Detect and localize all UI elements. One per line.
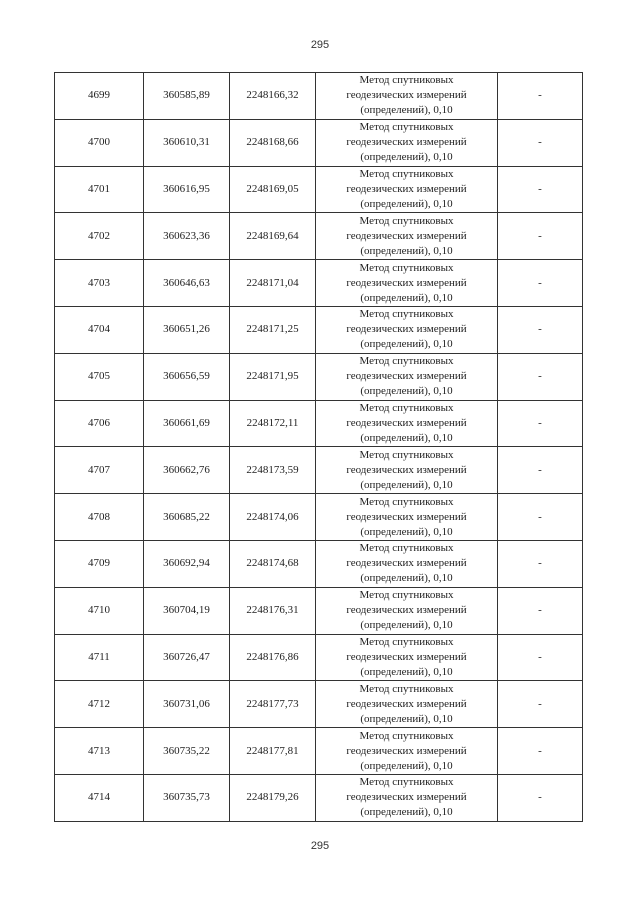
point-number-cell: 4704 <box>55 306 144 353</box>
method-line-3: (определений), 0,10 <box>360 338 453 351</box>
method-line-1: Метод спутниковых <box>359 261 454 274</box>
description-cell: - <box>498 540 583 587</box>
coordinates-table <box>54 72 583 822</box>
table-row <box>55 213 583 260</box>
y-coordinate-cell: 2248171,95 <box>230 353 316 400</box>
x-coordinate-cell: 360585,89 <box>144 73 230 120</box>
y-coordinate-cell: 2248174,06 <box>230 494 316 541</box>
method-line-1: Метод спутниковых <box>359 776 454 789</box>
y-coordinate-cell: 2248174,68 <box>230 540 316 587</box>
y-coordinate-cell: 2248166,32 <box>230 73 316 120</box>
table-row <box>55 400 583 447</box>
description-cell: - <box>498 728 583 775</box>
method-line-3: (определений), 0,10 <box>360 572 453 585</box>
x-coordinate-cell: 360646,63 <box>144 260 230 307</box>
method-line-2: геодезических измерений <box>346 182 467 195</box>
y-coordinate-cell: 2248171,25 <box>230 306 316 353</box>
method-cell <box>316 774 498 821</box>
description-cell: - <box>498 260 583 307</box>
table-row <box>55 634 583 681</box>
method-line-2: геодезических измерений <box>346 557 467 570</box>
y-coordinate-cell: 2248169,64 <box>230 213 316 260</box>
table-row <box>55 260 583 307</box>
point-number-cell: 4702 <box>55 213 144 260</box>
method-line-1: Метод спутниковых <box>359 635 454 648</box>
method-line-2: геодезических измерений <box>346 604 467 617</box>
coordinates-table-body <box>55 73 583 822</box>
method-line-3: (определений), 0,10 <box>360 619 453 632</box>
description-cell: - <box>498 119 583 166</box>
description-cell: - <box>498 166 583 213</box>
method-line-3: (определений), 0,10 <box>360 806 453 819</box>
method-cell <box>316 119 498 166</box>
method-cell <box>316 447 498 494</box>
x-coordinate-cell: 360661,69 <box>144 400 230 447</box>
x-coordinate-cell: 360685,22 <box>144 494 230 541</box>
method-line-3: (определений), 0,10 <box>360 525 453 538</box>
method-line-2: геодезических измерений <box>346 744 467 757</box>
description-cell: - <box>498 774 583 821</box>
x-coordinate-cell: 360610,31 <box>144 119 230 166</box>
point-number-cell: 4714 <box>55 774 144 821</box>
x-coordinate-cell: 360692,94 <box>144 540 230 587</box>
table-row <box>55 728 583 775</box>
x-coordinate-cell: 360735,73 <box>144 774 230 821</box>
method-line-1: Метод спутниковых <box>359 74 454 87</box>
y-coordinate-cell: 2248176,86 <box>230 634 316 681</box>
x-coordinate-cell: 360731,06 <box>144 681 230 728</box>
table-row <box>55 119 583 166</box>
x-coordinate-cell: 360662,76 <box>144 447 230 494</box>
table-row <box>55 494 583 541</box>
point-number-cell: 4710 <box>55 587 144 634</box>
method-cell <box>316 353 498 400</box>
y-coordinate-cell: 2248179,26 <box>230 774 316 821</box>
method-cell <box>316 260 498 307</box>
method-line-1: Метод спутниковых <box>359 214 454 227</box>
description-cell: - <box>498 494 583 541</box>
method-cell <box>316 587 498 634</box>
method-line-3: (определений), 0,10 <box>360 431 453 444</box>
method-line-1: Метод спутниковых <box>359 167 454 180</box>
method-cell <box>316 540 498 587</box>
table-row <box>55 587 583 634</box>
y-coordinate-cell: 2248172,11 <box>230 400 316 447</box>
description-cell: - <box>498 353 583 400</box>
x-coordinate-cell: 360735,22 <box>144 728 230 775</box>
description-cell: - <box>498 213 583 260</box>
x-coordinate-cell: 360623,36 <box>144 213 230 260</box>
description-cell: - <box>498 587 583 634</box>
point-number-cell: 4701 <box>55 166 144 213</box>
point-number-cell: 4707 <box>55 447 144 494</box>
method-line-2: геодезических измерений <box>346 697 467 710</box>
method-line-2: геодезических измерений <box>346 136 467 149</box>
method-cell <box>316 494 498 541</box>
method-line-1: Метод спутниковых <box>359 355 454 368</box>
description-cell: - <box>498 447 583 494</box>
description-cell: - <box>498 634 583 681</box>
y-coordinate-cell: 2248176,31 <box>230 587 316 634</box>
point-number-cell: 4703 <box>55 260 144 307</box>
method-line-2: геодезических измерений <box>346 370 467 383</box>
method-line-3: (определений), 0,10 <box>360 385 453 398</box>
page-number-bottom: 295 <box>310 840 330 852</box>
y-coordinate-cell: 2248171,04 <box>230 260 316 307</box>
method-line-3: (определений), 0,10 <box>360 665 453 678</box>
table-row <box>55 166 583 213</box>
method-cell <box>316 400 498 447</box>
method-line-3: (определений), 0,10 <box>360 197 453 210</box>
x-coordinate-cell: 360726,47 <box>144 634 230 681</box>
point-number-cell: 4705 <box>55 353 144 400</box>
method-line-3: (определений), 0,10 <box>360 291 453 304</box>
method-line-1: Метод спутниковых <box>359 401 454 414</box>
table-row <box>55 447 583 494</box>
method-line-2: геодезических измерений <box>346 510 467 523</box>
point-number-cell: 4712 <box>55 681 144 728</box>
method-line-2: геодезических измерений <box>346 323 467 336</box>
method-line-2: геодезических измерений <box>346 650 467 663</box>
table-row <box>55 73 583 120</box>
method-line-2: геодезических измерений <box>346 416 467 429</box>
method-line-1: Метод спутниковых <box>359 589 454 602</box>
x-coordinate-cell: 360616,95 <box>144 166 230 213</box>
method-line-3: (определений), 0,10 <box>360 478 453 491</box>
description-cell: - <box>498 400 583 447</box>
method-line-1: Метод спутниковых <box>359 308 454 321</box>
y-coordinate-cell: 2248173,59 <box>230 447 316 494</box>
table-row <box>55 681 583 728</box>
method-line-3: (определений), 0,10 <box>360 244 453 257</box>
y-coordinate-cell: 2248177,81 <box>230 728 316 775</box>
x-coordinate-cell: 360656,59 <box>144 353 230 400</box>
description-cell: - <box>498 73 583 120</box>
method-line-1: Метод спутниковых <box>359 729 454 742</box>
y-coordinate-cell: 2248168,66 <box>230 119 316 166</box>
method-line-3: (определений), 0,10 <box>360 151 453 164</box>
method-line-3: (определений), 0,10 <box>360 104 453 117</box>
method-line-3: (определений), 0,10 <box>360 712 453 725</box>
table-row <box>55 540 583 587</box>
method-cell <box>316 73 498 120</box>
description-cell: - <box>498 681 583 728</box>
method-line-1: Метод спутниковых <box>359 542 454 555</box>
x-coordinate-cell: 360651,26 <box>144 306 230 353</box>
point-number-cell: 4700 <box>55 119 144 166</box>
method-cell <box>316 728 498 775</box>
method-line-3: (определений), 0,10 <box>360 759 453 772</box>
method-line-2: геодезических измерений <box>346 791 467 804</box>
description-cell: - <box>498 306 583 353</box>
y-coordinate-cell: 2248177,73 <box>230 681 316 728</box>
method-line-1: Метод спутниковых <box>359 448 454 461</box>
table-row <box>55 353 583 400</box>
method-line-2: геодезических измерений <box>346 89 467 102</box>
point-number-cell: 4706 <box>55 400 144 447</box>
method-line-1: Метод спутниковых <box>359 121 454 134</box>
method-cell <box>316 166 498 213</box>
method-line-1: Метод спутниковых <box>359 495 454 508</box>
point-number-cell: 4708 <box>55 494 144 541</box>
method-cell <box>316 213 498 260</box>
point-number-cell: 4699 <box>55 73 144 120</box>
page-number-top: 295 <box>310 39 330 51</box>
method-line-1: Метод спутниковых <box>359 682 454 695</box>
y-coordinate-cell: 2248169,05 <box>230 166 316 213</box>
point-number-cell: 4711 <box>55 634 144 681</box>
method-line-2: геодезических измерений <box>346 463 467 476</box>
table-row <box>55 774 583 821</box>
point-number-cell: 4709 <box>55 540 144 587</box>
method-cell <box>316 634 498 681</box>
method-line-2: геодезических измерений <box>346 276 467 289</box>
table-row <box>55 306 583 353</box>
method-line-2: геодезических измерений <box>346 229 467 242</box>
point-number-cell: 4713 <box>55 728 144 775</box>
x-coordinate-cell: 360704,19 <box>144 587 230 634</box>
method-cell <box>316 681 498 728</box>
method-cell <box>316 306 498 353</box>
